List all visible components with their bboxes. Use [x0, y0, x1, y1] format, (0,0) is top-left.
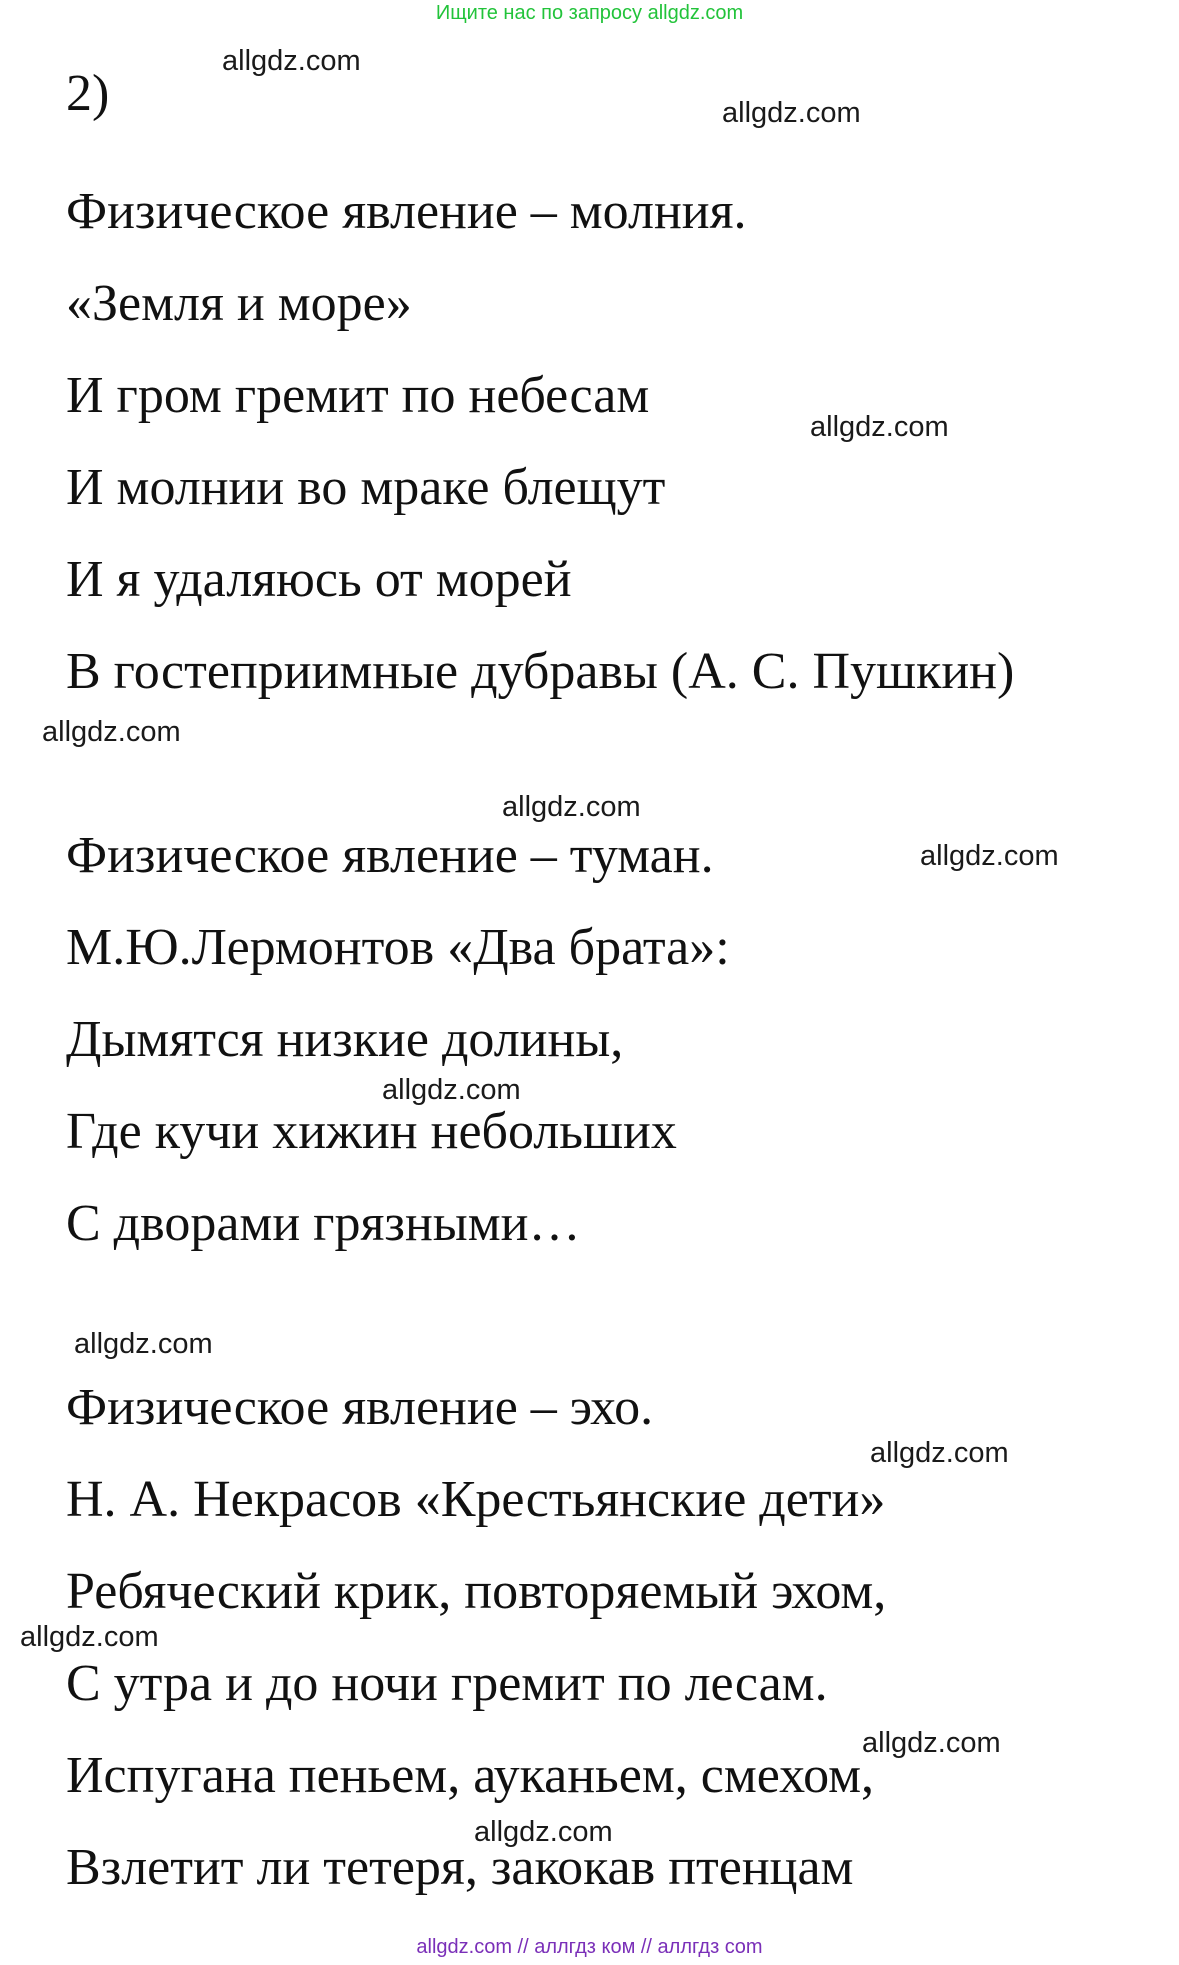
section3-line: Ребяческий крик, повторяемый эхом, — [66, 1563, 887, 1620]
watermark: allgdz.com — [382, 1074, 521, 1106]
task-number: 2) — [66, 65, 110, 122]
section3-source: Н. А. Некрасов «Крестьянские дети» — [66, 1471, 886, 1528]
section3-phenomenon: Физическое явление – эхо. — [66, 1379, 654, 1436]
section2-phenomenon: Физическое явление – туман. — [66, 827, 714, 884]
watermark: allgdz.com — [862, 1727, 1001, 1759]
section2-line: Где кучи хижин небольших — [66, 1103, 677, 1160]
watermark: allgdz.com — [810, 411, 949, 443]
top-banner[interactable]: Ищите нас по запросу allgdz.com — [435, 2, 744, 24]
section2-line: С дворами грязными… — [66, 1195, 581, 1252]
watermark: allgdz.com — [722, 97, 861, 129]
watermark: allgdz.com — [222, 45, 361, 77]
section1-phenomenon: Физическое явление – молния. — [66, 183, 747, 240]
section1-line: И гром гремит по небесам — [66, 367, 650, 424]
watermark: allgdz.com — [920, 840, 1059, 872]
section1-line: И молнии во мраке блещут — [66, 459, 666, 516]
section3-line: Взлетит ли тетеря, закокав птенцам — [66, 1839, 854, 1896]
section1-source: «Земля и море» — [66, 275, 412, 332]
section3-line: Испугана пеньем, ауканьем, смехом, — [66, 1747, 875, 1804]
watermark: allgdz.com — [870, 1437, 1009, 1469]
bottom-banner[interactable]: allgdz.com // аллгдз ком // аллгдз com — [416, 1936, 763, 1958]
watermark: allgdz.com — [502, 791, 641, 823]
section2-line: Дымятся низкие долины, — [66, 1011, 624, 1068]
section1-line: В гостеприимные дубравы (А. С. Пушкин) — [66, 643, 1015, 700]
section2-source: М.Ю.Лермонтов «Два брата»: — [66, 919, 730, 976]
watermark: allgdz.com — [74, 1328, 213, 1360]
watermark: allgdz.com — [20, 1621, 159, 1653]
section1-line: И я удаляюсь от морей — [66, 551, 572, 608]
watermark: allgdz.com — [474, 1816, 613, 1848]
watermark: allgdz.com — [42, 716, 181, 748]
section3-line: С утра и до ночи гремит по лесам. — [66, 1655, 828, 1712]
